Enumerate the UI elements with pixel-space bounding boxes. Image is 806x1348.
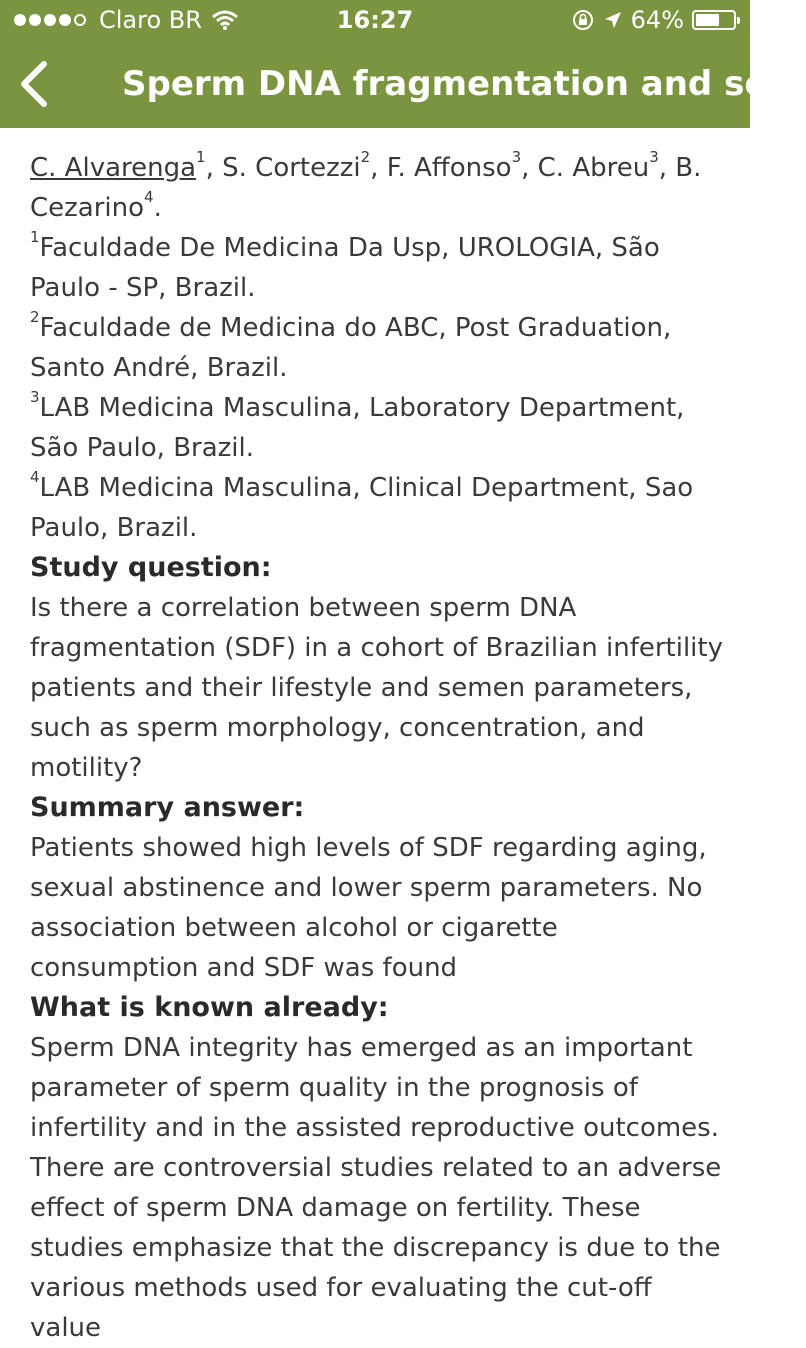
location-arrow-icon	[603, 10, 623, 30]
abstract-content	[30, 148, 725, 1348]
app-header	[0, 0, 806, 128]
affiliation-list	[30, 228, 725, 548]
author-name: C. Abreu	[537, 153, 650, 183]
affiliation-text: Faculdade De Medicina Da Usp, UROLOGIA, São Paulo - SP, Brazil.	[30, 233, 660, 303]
affiliation-text: LAB Medicina Masculina, Clinical Department, Sao Paulo, Brazil.	[30, 473, 694, 543]
battery-percent: 64%	[630, 6, 684, 34]
status-right	[571, 0, 736, 40]
presenting-author-link[interactable]: C. Alvarenga	[30, 153, 197, 183]
section-heading: Summary answer:	[30, 792, 305, 823]
author-separator: ,	[205, 153, 223, 183]
author-affiliation-number: 4	[144, 188, 154, 207]
affiliation-number: 2	[30, 308, 40, 327]
author-affiliation-number: 3	[511, 148, 522, 167]
affiliation-item	[30, 308, 725, 388]
author-name: S. Cortezzi	[222, 153, 361, 183]
affiliation-item	[30, 468, 725, 548]
affiliation-number: 4	[30, 468, 40, 487]
back-button[interactable]	[12, 54, 56, 114]
author-separator: ,	[658, 153, 676, 183]
nav-bar	[0, 40, 806, 128]
author-separator: ,	[370, 153, 387, 183]
author-affiliation-number: 3	[649, 148, 659, 167]
author-separator: .	[153, 193, 162, 223]
affiliation-number: 3	[30, 388, 40, 407]
status-time: 16:27	[336, 6, 414, 34]
section-body: Patients showed high levels of SDF regarding aging, sexual abstinence and lower sperm parameters. No association between alcohol or cigarette consumption and SDF was found	[30, 833, 707, 983]
status-bar	[0, 0, 750, 40]
section-body: Is there a correlation between sperm DNA fragmentation (SDF) in a cohort of Brazilian infertility patients and their lifestyle and semen parameters, such as sperm morphology, concentration, and motility?	[30, 593, 723, 783]
author-name: F. Affonso	[386, 153, 512, 183]
affiliation-item	[30, 388, 725, 468]
author-affiliation-number: 1	[196, 148, 206, 167]
orientation-lock-icon	[571, 8, 595, 32]
section-heading: Study question:	[30, 552, 272, 583]
carrier-name: Claro BR	[99, 6, 202, 34]
affiliation-text: LAB Medicina Masculina, Laboratory Department, São Paulo, Brazil.	[30, 393, 685, 463]
abstract-sections	[30, 548, 725, 1348]
author-name: B. Cezarino	[30, 153, 702, 223]
author-affiliation-number: 2	[360, 148, 371, 167]
section-heading: What is known already:	[30, 992, 389, 1023]
affiliation-number: 1	[30, 228, 40, 247]
chevron-left-icon	[12, 54, 56, 114]
author-separator: ,	[521, 153, 538, 183]
affiliation-text: Faculdade de Medicina do ABC, Post Graduation, Santo André, Brazil.	[30, 313, 672, 383]
affiliation-item	[30, 228, 725, 308]
battery-icon	[692, 10, 736, 30]
page-title: Sperm DNA fragmentation and se...	[122, 64, 806, 104]
section-body: Sperm DNA integrity has emerged as an important parameter of sperm quality in the prognosis of infertility and in the assisted reproductive outcomes. There are controversial studies related to an adverse effect of sperm DNA damage on fertility. These studies emphasize that the discrepancy is due to the various methods used for evaluating the cut-off value	[30, 1033, 722, 1343]
author-list	[30, 148, 725, 228]
